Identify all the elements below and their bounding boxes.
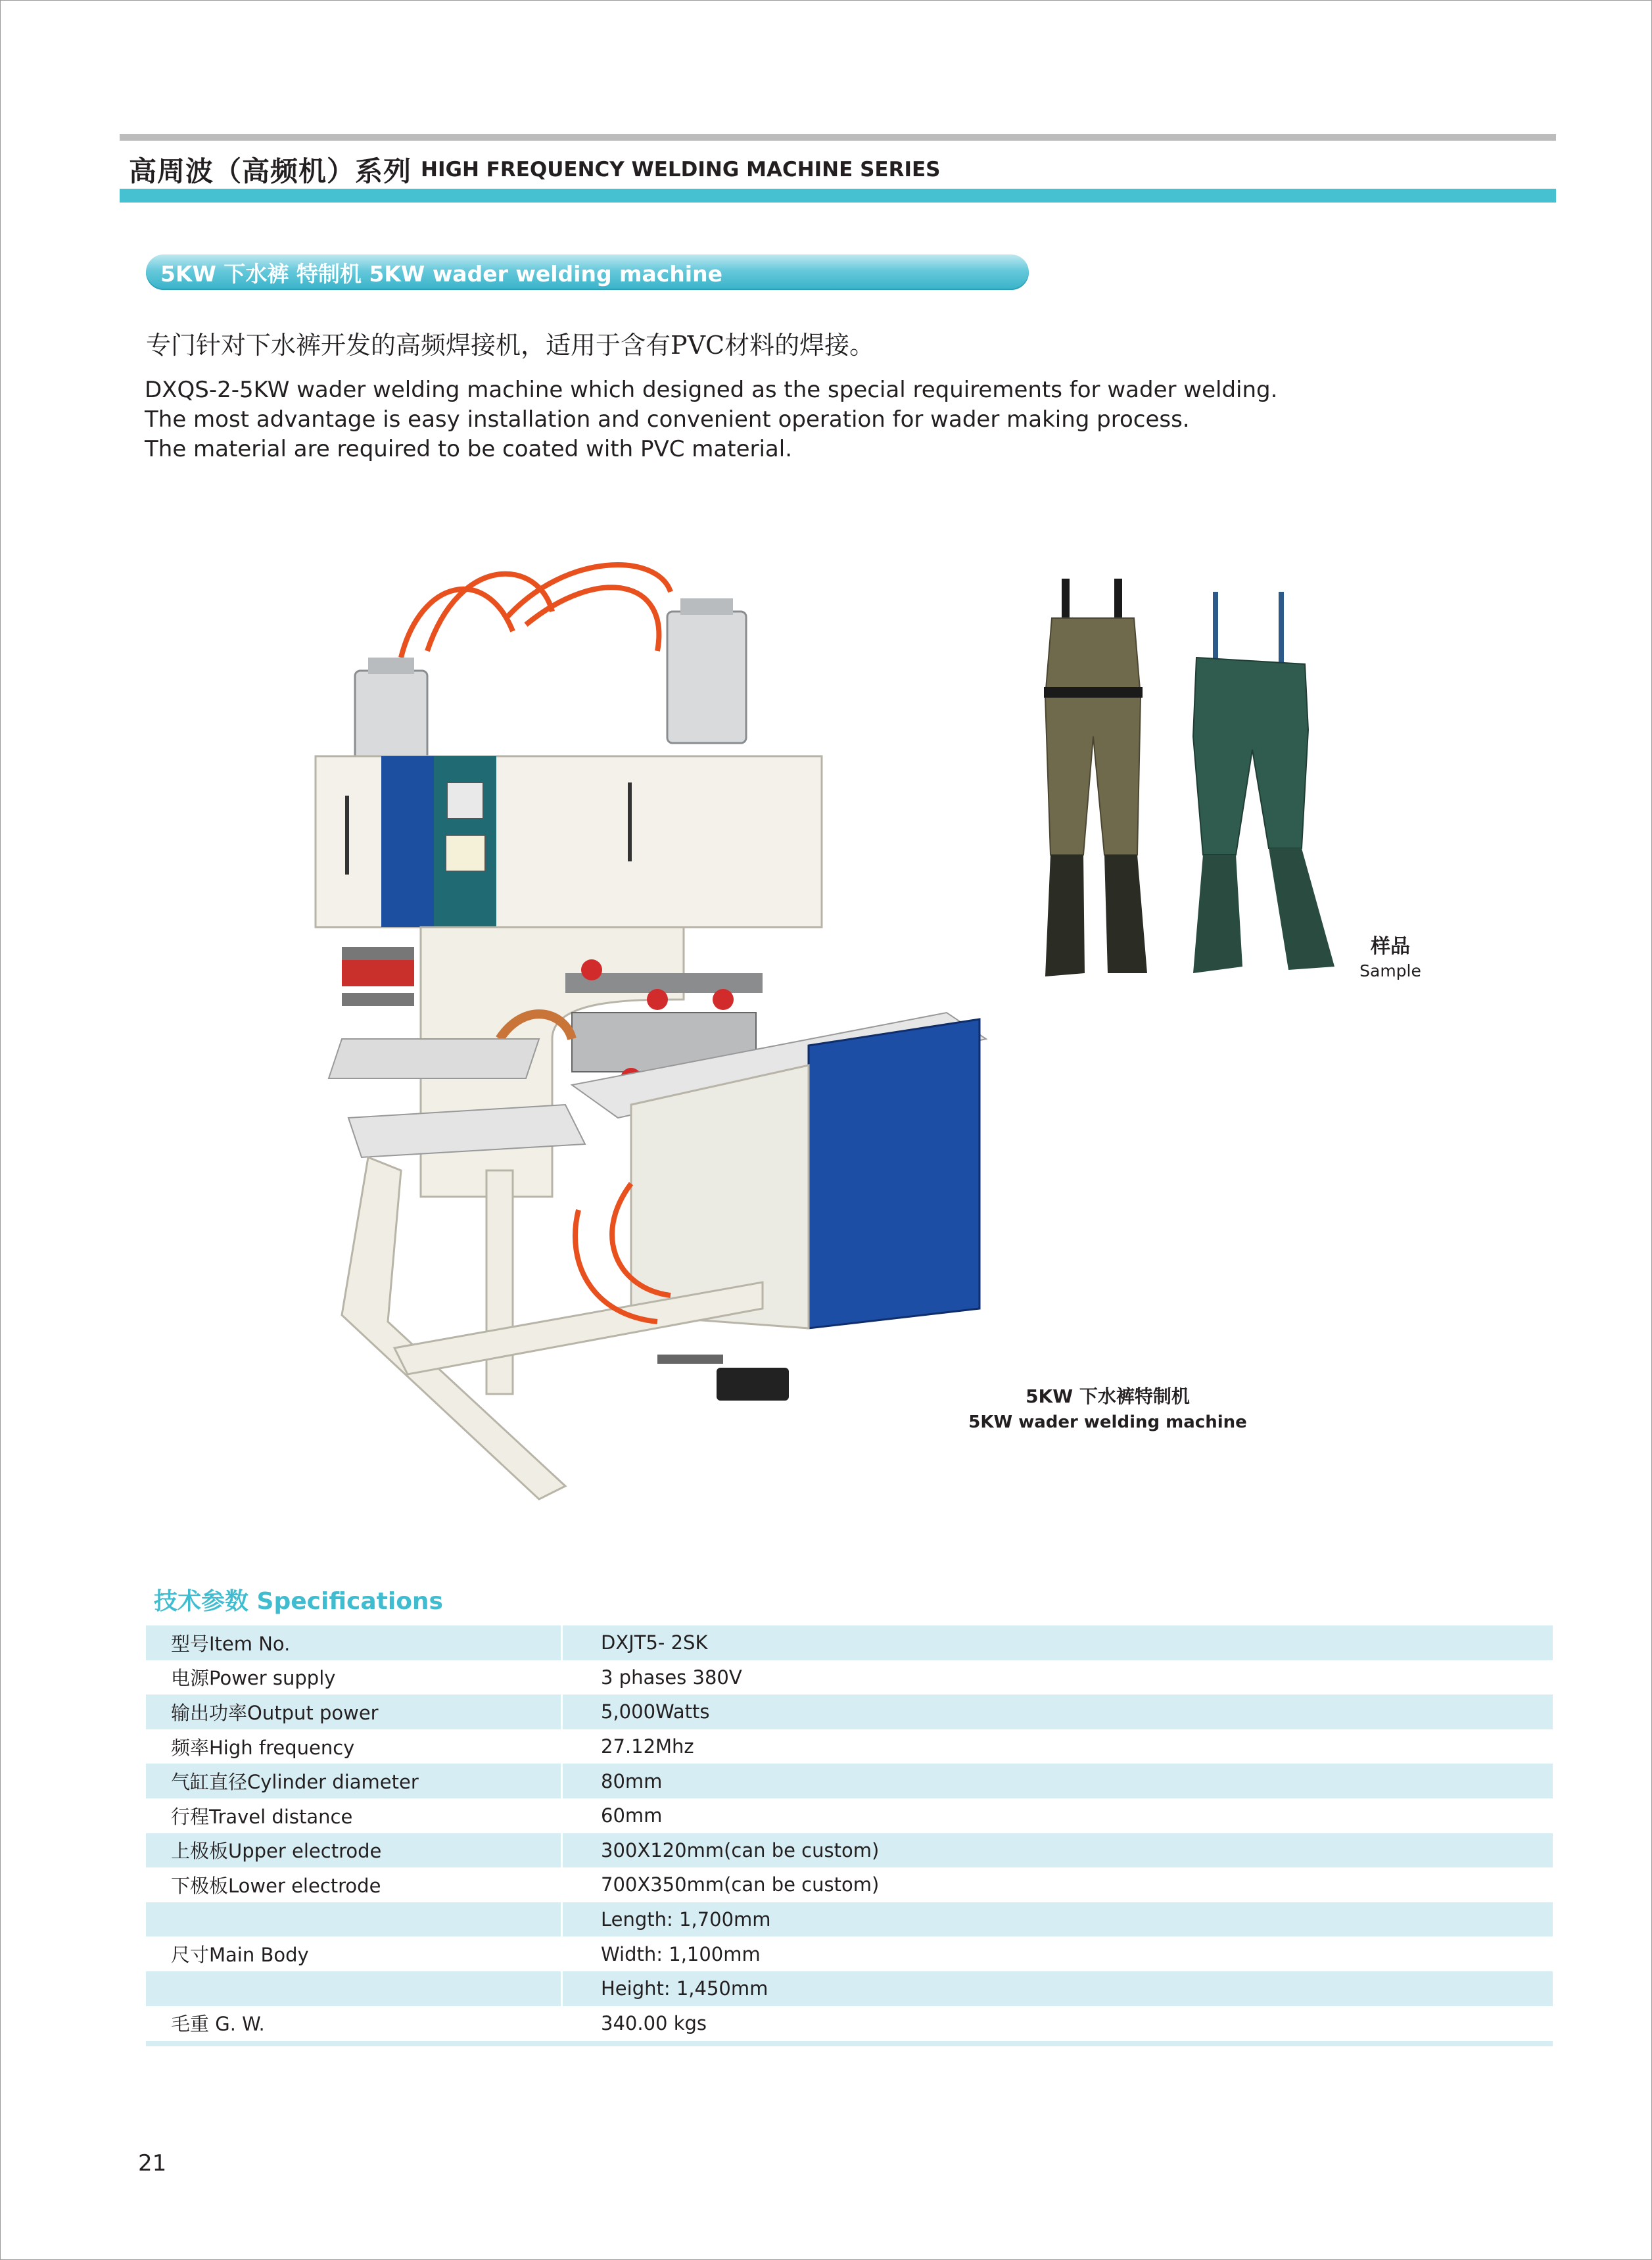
description-en-line-2: The most advantage is easy installation and convenient operation for wader making process. [145,406,1190,433]
spec-row-travel-distance [146,1798,1553,1833]
product-title: 5KW 下水裤 特制机 5KW wader welding machine [160,260,722,287]
spec-label [146,1902,563,1937]
spec-label: 电源Power supply [146,1660,563,1695]
spec-value: 700X350mm(can be custom) [601,1873,880,1896]
spec-row-lower-electrode [146,1867,1553,1902]
spec-label: 上极板Upper electrode [146,1833,563,1868]
sample-caption-cn: 样品 [1371,935,1410,958]
spec-value: 60mm [601,1804,663,1827]
specifications-table [146,1625,1553,2040]
machine-caption-cn: 5KW 下水裤特制机 [1026,1385,1190,1407]
spec-label: 毛重 G. W. [146,2006,563,2041]
spec-label: 频率High frequency [146,1729,563,1764]
spec-value: Height: 1,450mm [601,1977,768,2000]
specifications-title: 技术参数 Specifications [154,1588,443,1615]
machine-caption-en: 5KW wader welding machine [968,1412,1247,1432]
welding-machine-image [289,539,999,1526]
spec-row-length [146,1902,1553,1937]
spec-label: 型号Item No. [146,1625,563,1660]
series-header [129,150,941,189]
spec-label: 气缸直径Cylinder diameter [146,1764,563,1798]
page-number: 21 [138,2150,167,2176]
description-en-line-1: DXQS-2-5KW wader welding machine which designed as the special requirements for wader welding. [145,377,1278,403]
spec-row-main-body-width [146,1936,1553,1971]
spec-value: 80mm [601,1769,663,1792]
spec-row-item-no [146,1625,1553,1660]
spec-value: 3 phases 380V [601,1666,742,1689]
wader-sample-image [1026,565,1367,999]
spec-row-output-power [146,1695,1553,1729]
header-rule-grey [120,134,1556,141]
product-title-pill [146,254,1029,290]
spec-value: 300X120mm(can be custom) [601,1839,880,1862]
spec-row-upper-electrode [146,1833,1553,1868]
spec-row-gross-weight [146,2006,1553,2041]
spec-row-height [146,1971,1553,2006]
spec-label [146,1971,563,2006]
description-cn: 专门针对下水裤开发的高频焊接机，适用于含有PVC材料的焊接。 [146,331,875,360]
spec-label: 输出功率Output power [146,1695,563,1729]
spec-label: 行程Travel distance [146,1798,563,1833]
spec-value: 5,000Watts [601,1700,710,1723]
spec-row-high-frequency [146,1729,1553,1764]
spec-row-power-supply [146,1660,1553,1695]
description-en-line-3: The material are required to be coated with PVC material. [145,436,793,462]
specifications-bottom-rule [146,2041,1553,2046]
spec-value: DXJT5- 2SK [601,1631,708,1654]
spec-row-cylinder-diameter [146,1764,1553,1798]
sample-caption-en: Sample [1359,961,1421,980]
series-title-en: HIGH FREQUENCY WELDING MACHINE SERIES [421,158,941,181]
spec-value: Length: 1,700mm [601,1908,771,1931]
spec-label: 下极板Lower electrode [146,1867,563,1902]
header-rule-teal [120,189,1556,203]
spec-label: 尺寸Main Body [146,1936,563,1971]
spec-value: 27.12Mhz [601,1735,694,1758]
spec-value: Width: 1,100mm [601,1942,761,1965]
spec-value: 340.00 kgs [601,2011,707,2034]
series-title-cn: 高周波（高频机）系列 [129,155,412,187]
